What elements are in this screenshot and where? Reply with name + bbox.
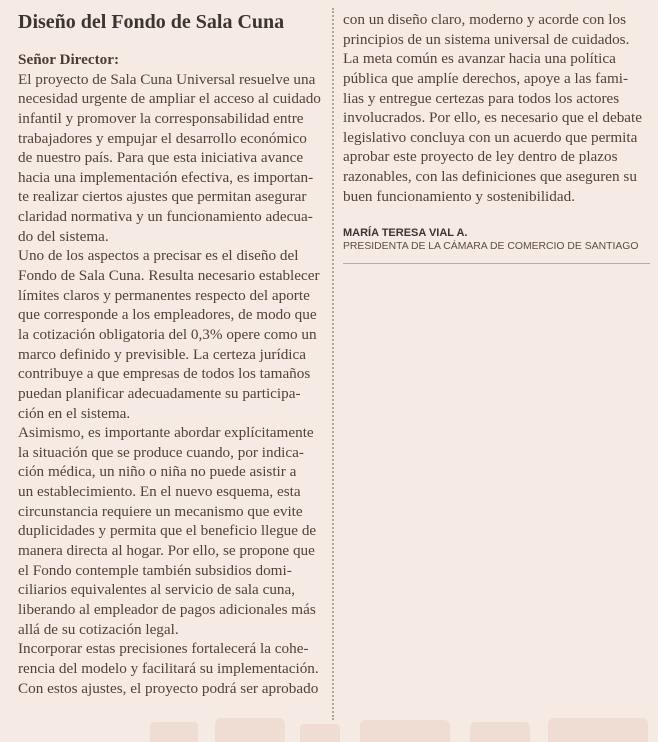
text-line: de nuestro país. Para que esta iniciativa avance — [18, 149, 304, 167]
salutation: Señor Director: — [18, 51, 120, 68]
text-line: El proyecto de Sala Cuna Universal resuelve una — [18, 70, 316, 88]
text-line: Asimismo, es importante abordar explícitamente — [18, 424, 314, 442]
text-line: ciliarios equivalentes al servicio de sala cuna, — [18, 581, 296, 599]
text-line: infantil y promover la corresponsabilidad entre — [18, 109, 304, 127]
text-line: trabajadores y empujar el desarrollo económico — [18, 129, 307, 147]
text-line: legislativo concluya con un acuerdo que permita — [343, 128, 638, 146]
text-line: pública que amplíe derechos, apoye a las fami- — [343, 69, 629, 87]
text-line: manera directa al hogar. Por ello, se propone que — [18, 542, 315, 560]
text-line: ción médica, un niño o niña no puede asistir a — [18, 463, 297, 481]
text-line: un establecimiento. En el nuevo esquema, esta — [18, 483, 301, 501]
column-separator — [332, 8, 334, 720]
text-line: límites claros y permanentes respecto del aporte — [18, 286, 310, 304]
text-line: ción en el sistema. — [18, 404, 131, 422]
text-line: la cotización obligatoria del 0,3% opere como un — [18, 325, 317, 343]
signature-block — [343, 226, 651, 254]
text-line: con un diseño claro, moderno y acorde con los — [343, 11, 626, 28]
text-line: buen funcionamiento y sostenibilidad. — [343, 187, 575, 205]
text-line: Con estos ajustes, el proyecto podrá ser aprobado — [18, 679, 319, 697]
text-line: circunstancia requiere un mecanismo que evite — [18, 502, 303, 520]
text-line: la situación que se produce cuando, por indica- — [18, 443, 304, 461]
text-line: razonables, con las definiciones que aseguren su — [343, 168, 637, 186]
text-line: La meta común es avanzar hacia una política — [343, 50, 616, 68]
text-line: marco definido y previsible. La certeza jurídica — [18, 345, 307, 363]
text-line: claridad normativa y un funcionamiento adecua- — [18, 208, 313, 226]
text-line: involucrados. Por ello, es necesario que el debate — [343, 109, 643, 127]
text-line: lias y entregue certezas para todos los actores — [343, 89, 620, 107]
bleed-shape — [215, 718, 285, 742]
text-line: hacia una implementación efectiva, es importan- — [18, 168, 314, 186]
text-line: do del sistema. — [18, 227, 109, 245]
text-line: allá de su cotización legal. — [18, 620, 179, 638]
text-line: el Fondo contemple también subsidios domi- — [18, 561, 292, 579]
bleed-shape — [548, 718, 648, 742]
text-line: contribuye a que empresas de todos los tamaños — [18, 365, 311, 383]
text-line: Fondo de Sala Cuna. Resulta necesario establecer — [18, 267, 320, 285]
text-line: necesidad urgente de ampliar el acceso al cuidado — [18, 90, 321, 108]
bleed-shape — [150, 722, 198, 742]
text-line: puedan planificar adecuadamente su participa- — [18, 384, 301, 402]
letter-body-right — [343, 10, 642, 206]
text-line: que corresponde a los empleadores, de modo que — [18, 306, 317, 324]
text-line: aprobar este proyecto de ley dentro de plazos — [343, 148, 618, 166]
bleed-shape — [300, 724, 340, 742]
letter-body-left — [18, 50, 321, 698]
letter-title: Diseño del Fondo de Sala Cuna — [18, 11, 285, 33]
text-line: te realizar ciertos ajustes que permitan asegurar — [18, 188, 307, 206]
signature-rule — [343, 263, 650, 264]
background-print-bleed — [0, 712, 658, 742]
text-line: duplicidades y permita que el beneficio llegue de — [18, 522, 317, 540]
text-line: rencia del modelo y facilitará su implementación. — [18, 659, 319, 677]
text-line: Uno de los aspectos a precisar es el diseño del — [18, 247, 299, 265]
bleed-shape — [470, 722, 530, 742]
text-line: Incorporar estas precisiones fortalecerá la cohe- — [18, 640, 309, 658]
text-line: principios de un sistema universal de cuidados. — [343, 30, 630, 48]
signature-name: MARÍA TERESA VIAL A. — [343, 227, 468, 239]
text-line: liberando al empleador de pagos adicionales más — [18, 600, 316, 618]
signature-role: PRESIDENTA DE LA CÁMARA DE COMERCIO DE SANTIAGO — [343, 241, 639, 252]
bleed-shape — [360, 720, 450, 742]
